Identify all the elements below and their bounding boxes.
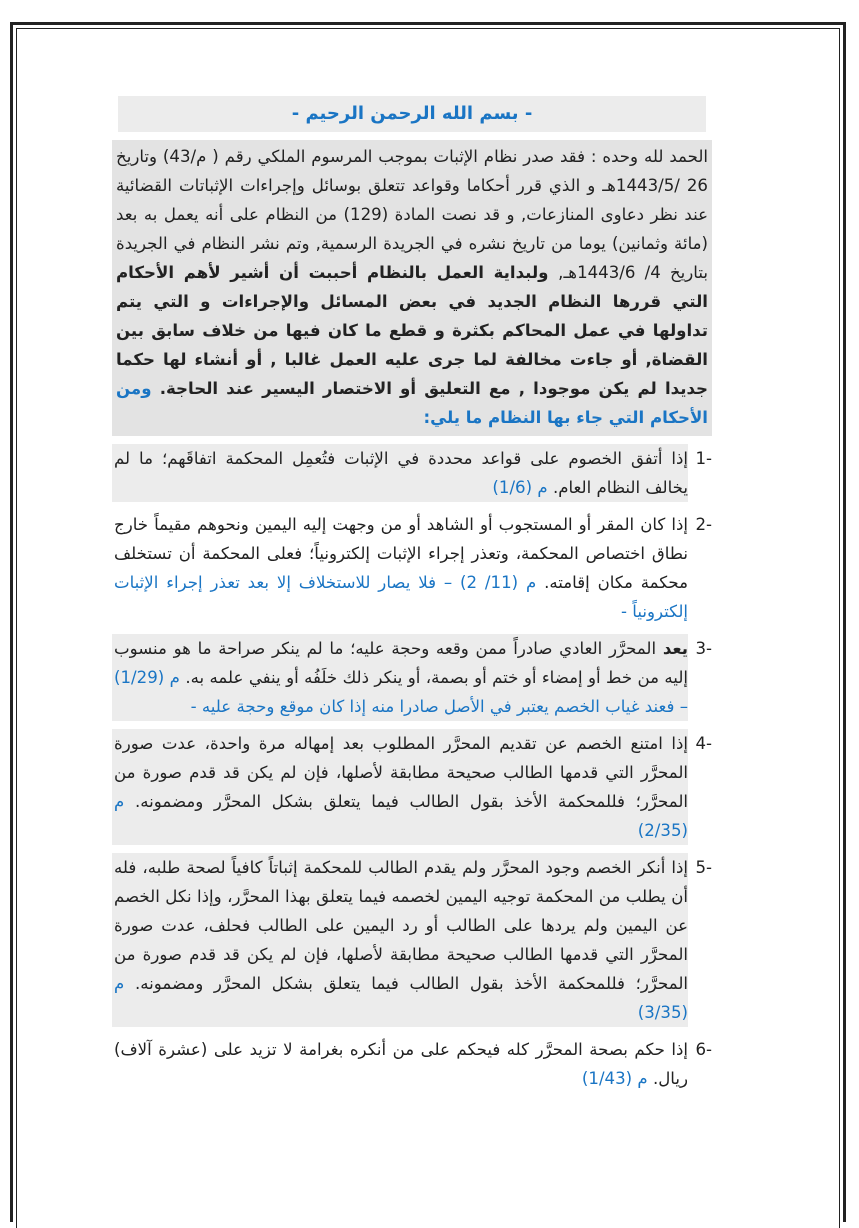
item-number: -2 (695, 515, 712, 534)
item-body: إذا حكم بصحة المحرَّر كله فيحكم على من أنكره بغرامة لا تزيد على (عشرة آلاف) ريال. (114, 1040, 688, 1088)
list-item (112, 729, 712, 845)
intro-text: الحمد لله وحده : فقد صدر نظام الإثبات بموجب المرسوم الملكي رقم ( م/43) وتاريخ 26 /1443/5هـ و الذي قرر أحكاما وقواعد تتعلق بوسائل وإجراءات الإثباتات القضائية عند نظر دعاوى المنازعات, و قد نصت المادة (129) من النظام على أنه يعمل به بعد (مائة وثمانين) يوما من تاريخ نشره في الجريدة الرسمية, وتم نشر النظام في الجريدة بتاريخ 4/ 1443/6هـ, (116, 147, 709, 282)
list-item (112, 634, 712, 721)
item-reference: م (2/35) (114, 792, 688, 840)
document-title: - بسم الله الرحمن الرحيم - (118, 96, 706, 132)
list-item (112, 444, 712, 502)
intro-lead-in: ومن الأحكام التي جاء بها النظام ما يلي: (116, 379, 708, 427)
list-item (112, 1035, 712, 1093)
item-lead-word: يعد (662, 639, 688, 658)
list-item (112, 853, 712, 1027)
item-reference: م (1/29) (114, 668, 186, 687)
item-text (112, 444, 688, 502)
item-number: -1 (695, 449, 712, 468)
item-number: -4 (695, 734, 712, 753)
item-note: – فلا يصار للاستخلاف إلا بعد تعذر إجراء الإثبات إلكترونياً - (114, 573, 688, 621)
item-number: -3 (695, 639, 712, 658)
document-body (112, 96, 712, 1093)
item-text (112, 853, 688, 1027)
item-number: -5 (695, 858, 712, 877)
item-body: إذا امتنع الخصم عن تقديم المحرَّر المطلوب بعد إمهاله مرة واحدة، عدت صورة المحرَّر التي قدمها الطالب صحيحة مطابقة لأصلها، فإن لم يكن قد قدم صورة من المحرَّر؛ فللمحكمة الأخذ بقول الطالب فيما يتعلق بشكل المحرَّر ومضمونه. (114, 734, 688, 811)
item-body: المحرَّر العادي صادراً ممن وقعه وحجة عليه؛ ما لم ينكر صراحة ما هو منسوب إليه من خط أو إمضاء أو ختم أو بصمة، أو ينكر ذلك خلَفُه أو ينفي علمه به. (114, 639, 688, 687)
item-body: إذا أتفق الخصوم على قواعد محددة في الإثبات فتُعمِل المحكمة اتفاقَهم؛ ما لم يخالف النظام العام. (114, 449, 688, 497)
item-number: -6 (695, 1040, 712, 1059)
item-text (112, 510, 688, 626)
list-item (112, 510, 712, 626)
item-body: إذا كان المقر أو المستجوب أو الشاهد أو من وجهت إليه اليمين ونحوهم مقيماً خارج نطاق اختصاص المحكمة، وتعذر إجراء الإثبات إلكترونياً؛ فعلى المحكمة أن تستخلف محكمة مكان إقامته. (114, 515, 688, 592)
item-note: – فعند غياب الخصم يعتبر في الأصل صادرا منه إذا كان موقع وحجة عليه - (190, 697, 688, 716)
item-reference: م (1/43) (581, 1069, 653, 1088)
intro-paragraph (112, 140, 712, 436)
item-text (112, 634, 688, 721)
intro-bold-text: ولبداية العمل بالنظام أحببت أن أشير لأهم الأحكام التي قررها النظام الجديد في بعض المسائل والإجراءات و التي يتم تداولها في عمل المحاكم بكثرة و قطع ما كان فيها من خلاف سابق بين القضاة, أو جاءت مخالفة لما جرى عليه العمل غالبا , أو أنشاء لها حكما جديدا لم يكن موجودا , مع التعليق أو الاختصار اليسير عند الحاجة. (116, 263, 708, 398)
item-reference: م (1/6) (492, 478, 553, 497)
item-text (112, 1035, 688, 1093)
item-reference: م (11/ 2) (460, 573, 545, 592)
item-reference: م (3/35) (114, 974, 688, 1022)
item-body: إذا أنكر الخصم وجود المحرَّر ولم يقدم الطالب للمحكمة إثباتاً كافياً لصحة طلبه، فله أن يطلب من المحكمة توجيه اليمين لخصمه فيما يتعلق بهذا المحرَّر، وإذا نكل الخصم عن اليمين ولم يردها على الطالب أو رد اليمين على الطالب فحلف، عدت صورة المحرَّر التي قدمها الطالب صحيحة مطابقة لأصلها، فإن لم يكن قد قدم صورة من المحرَّر؛ فللمحكمة الأخذ بقول الطالب فيما يتعلق بشكل المحرَّر ومضمونه. (114, 858, 688, 993)
item-text (112, 729, 688, 845)
